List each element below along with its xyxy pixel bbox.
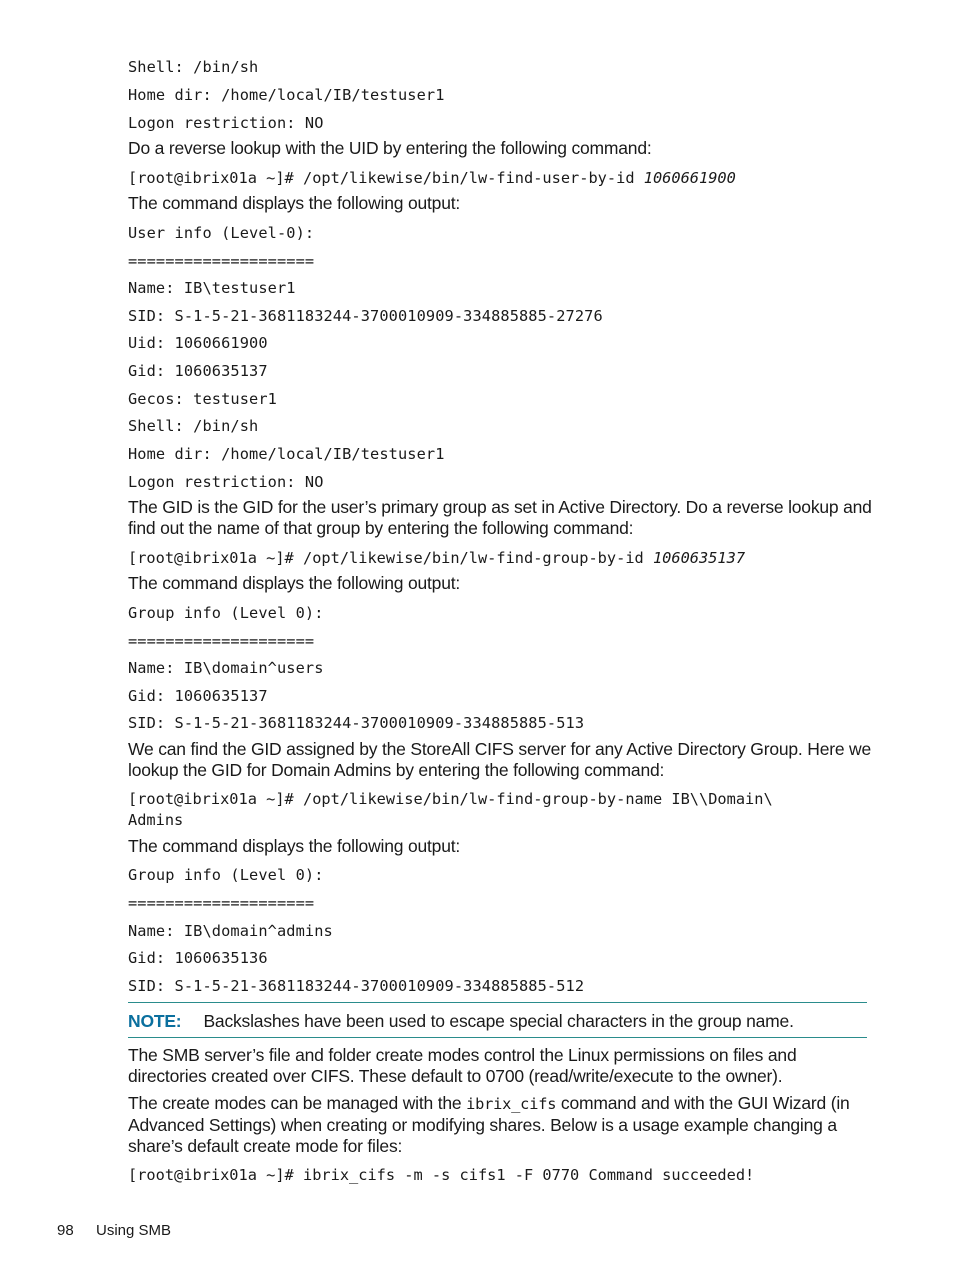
- paragraph-text: The create modes can be managed with the: [128, 1093, 467, 1113]
- code-line-home: Home dir: /home/local/IB/testuser1: [128, 445, 445, 463]
- note-text: Backslashes have been used to escape special characters in the group name.: [203, 1011, 794, 1031]
- code-line-shell: Shell: /bin/sh: [128, 58, 259, 76]
- inline-code: ibrix_cifs: [466, 1095, 557, 1113]
- command-arg: 1060661900: [643, 169, 736, 187]
- code-line-sid: SID: S-1-5-21-3681183244-3700010909-334885885-513: [128, 714, 585, 732]
- code-line-gecos: Gecos: testuser1: [128, 390, 277, 408]
- paragraph-gid: The GID is the GID for the user’s primary group as set in Active Directory. Do a reverse lookup and find out the name of that group by entering the following command:: [128, 497, 872, 538]
- footer-section: Using SMB: [96, 1222, 172, 1239]
- page-number: 98: [57, 1222, 74, 1239]
- code-line-uid: Uid: 1060661900: [128, 334, 268, 352]
- output-label: The command displays the following output:: [128, 836, 461, 856]
- code-line-shell: Shell: /bin/sh: [128, 417, 259, 435]
- command-find-group-name-line2: Admins: [128, 811, 184, 829]
- command-text: [root@ibrix01a ~]# /opt/likewise/bin/lw-find-user-by-id: [128, 169, 644, 187]
- command-ibrix-cifs: [root@ibrix01a ~]# ibrix_cifs -m -s cifs1 -F 0770 Command succeeded!: [128, 1166, 755, 1184]
- code-line-name: Name: IB\domain^users: [128, 659, 324, 677]
- code-line-gid: Gid: 1060635136: [128, 949, 268, 967]
- code-line-sid: SID: S-1-5-21-3681183244-3700010909-334885885-512: [128, 977, 585, 995]
- command-arg: 1060635137: [652, 549, 746, 567]
- code-line-sid: SID: S-1-5-21-3681183244-3700010909-334885885-27276: [128, 307, 603, 325]
- paragraph-create-modes: [128, 1093, 873, 1157]
- output-label: The command displays the following output:: [128, 193, 461, 213]
- code-line-gid: Gid: 1060635137: [128, 687, 268, 705]
- command-find-group-name-line1: [root@ibrix01a ~]# /opt/likewise/bin/lw-find-group-by-name IB\\Domain\: [128, 790, 773, 808]
- paragraph-find-gid: We can find the GID assigned by the StoreAll CIFS server for any Active Directory Group. Here we lookup the GID for Domain Admins by entering the following command:: [128, 739, 872, 780]
- command-find-user: [128, 169, 736, 187]
- command-text: [root@ibrix01a ~]# /opt/likewise/bin/lw-find-group-by-id: [128, 549, 653, 567]
- code-line-gid: Gid: 1060635137: [128, 362, 268, 380]
- note-label: NOTE:: [128, 1011, 182, 1031]
- code-line-home: Home dir: /home/local/IB/testuser1: [128, 86, 445, 104]
- code-line-rule: ====================: [128, 252, 315, 270]
- note-bottom-rule: [128, 1037, 867, 1038]
- code-line-user-info: User info (Level-0):: [128, 224, 315, 242]
- note: [128, 1011, 794, 1032]
- code-line-group-info: Group info (Level 0):: [128, 604, 324, 622]
- code-line-group-info: Group info (Level 0):: [128, 866, 324, 884]
- code-line-logon: Logon restriction: NO: [128, 473, 324, 491]
- code-line-name: Name: IB\testuser1: [128, 279, 296, 297]
- paragraph-text: command and with the GUI Wizard (in Advanced Settings) when creating or modifying shares. Below is a usage example changing a share’s default create mode for files:: [128, 1093, 850, 1156]
- code-line-name: Name: IB\domain^admins: [128, 922, 333, 940]
- code-line-rule: ====================: [128, 632, 315, 650]
- code-line-rule: ====================: [128, 894, 315, 912]
- note-top-rule: [128, 1002, 867, 1003]
- paragraph-reverse-uid: Do a reverse lookup with the UID by entering the following command:: [128, 138, 652, 158]
- output-label: The command displays the following output:: [128, 573, 461, 593]
- command-find-group-id: [128, 549, 745, 567]
- code-line-logon: Logon restriction: NO: [128, 114, 324, 132]
- paragraph-smb: The SMB server’s file and folder create modes control the Linux permissions on files and directories created over CIFS. These default to 0700 (read/write/execute to the owner).: [128, 1045, 797, 1086]
